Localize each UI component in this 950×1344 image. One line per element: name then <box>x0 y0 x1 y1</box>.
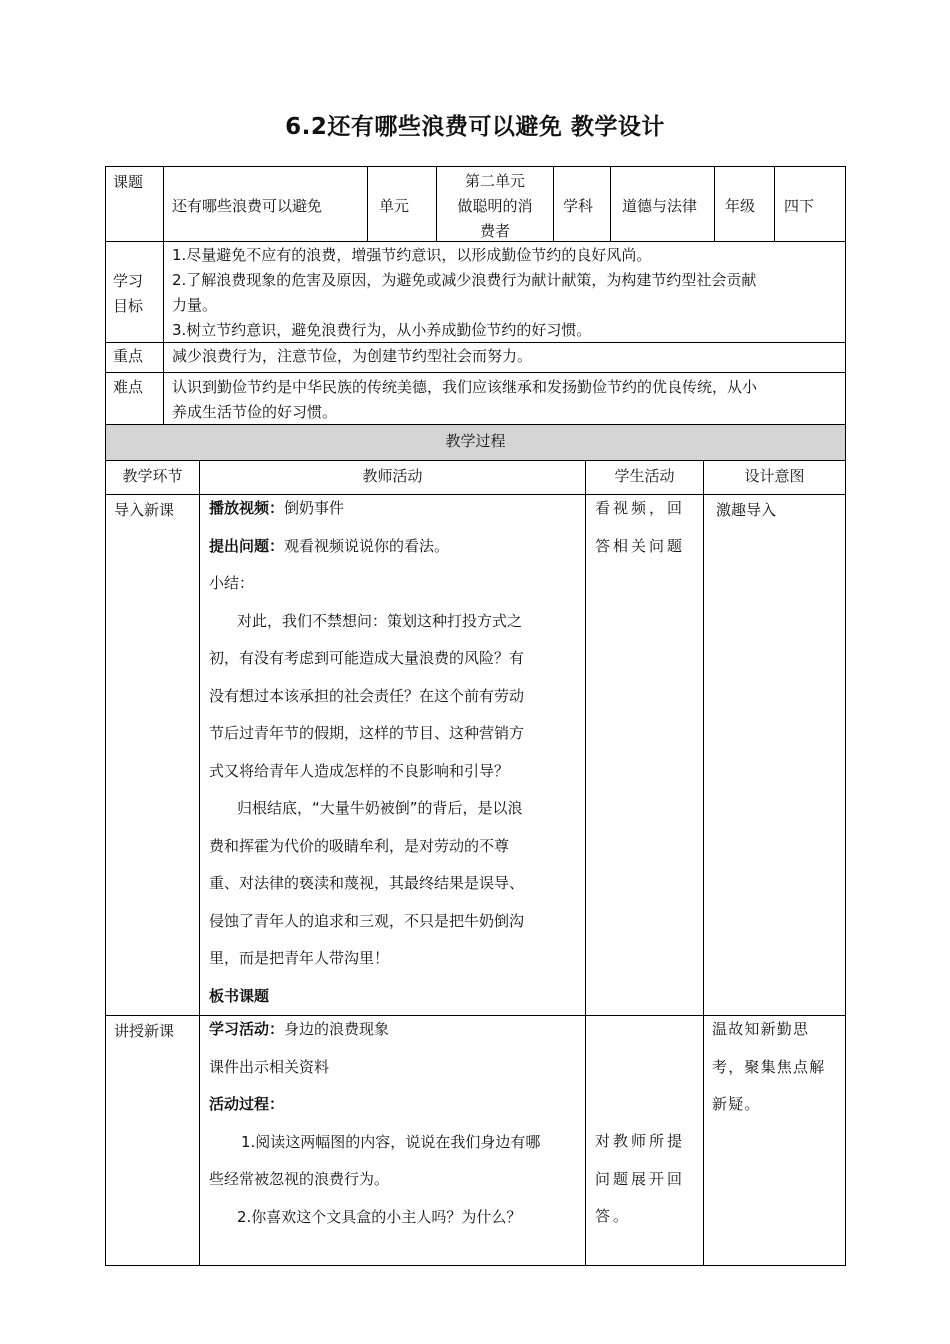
video-line <box>209 490 579 528</box>
goals-label-line: 目标 <box>113 297 144 315</box>
unit-value-line: 费者 <box>479 222 510 240</box>
table-border <box>163 166 164 425</box>
student-line: 问题展开回 <box>595 1169 686 1188</box>
q1-line: 些经常被忽视的浪费行为。 <box>209 1170 390 1188</box>
grade-value: 四下 <box>784 197 815 215</box>
student-activity-intro <box>595 490 700 565</box>
difficulty-line: 认识到勤俭节约是中华民族的传统美德，我们应该继承和发扬勤俭节约的优良传统，从小 <box>172 378 758 396</box>
difficulties-label: 难点 <box>113 378 144 396</box>
video-text: 倒奶事件 <box>284 499 345 517</box>
teacher-activity-intro <box>209 490 579 1015</box>
q2-line: 2.你喜欢这个文具盒的小主人吗？为什么？ <box>237 1207 522 1226</box>
question-label: 提出问题： <box>209 536 285 555</box>
table-border <box>585 460 586 1266</box>
student-line: 看视频，回 <box>595 499 686 517</box>
courseware: 课件出示相关资料 <box>209 1057 330 1076</box>
para1-line: 式又将给青年人造成怎样的不良影响和引导？ <box>209 761 510 780</box>
intent-teaching <box>712 1011 842 1124</box>
question-line <box>209 528 579 566</box>
para1-line: 初，有没有考虑到可能造成大量浪费的风险？有 <box>209 649 525 667</box>
student-line: 答相关问题 <box>595 536 686 555</box>
table-border <box>105 460 846 461</box>
subject-value: 道德与法律 <box>622 197 698 215</box>
board-title: 板书课题 <box>209 986 270 1005</box>
teacher-activity-teaching <box>209 1011 579 1236</box>
difficulties-text <box>172 375 844 425</box>
para1-line: 节后过青年节的假期，这样的节目、这种营销方 <box>209 724 525 742</box>
goal-line: 3.树立节约意识，避免浪费行为，从小养成勤俭节约的好习惯。 <box>172 321 592 339</box>
process-label: 活动过程： <box>209 1095 285 1113</box>
topic-label: 课题 <box>113 173 144 191</box>
para1-line: 没有想过本该承担的社会责任？在这个前有劳动 <box>209 686 525 705</box>
student-line: 答。 <box>595 1207 632 1225</box>
goal-line: 2.了解浪费现象的危害及原因，为避免或减少浪费行为献计献策，为构建节约型社会贡献 <box>172 271 757 289</box>
table-border <box>105 1265 846 1266</box>
difficulty-line: 养成生活节俭的好习惯。 <box>172 403 338 421</box>
student-activity-teaching <box>595 1123 700 1236</box>
topic-value: 还有哪些浪费可以避免 <box>172 197 323 215</box>
unit-value <box>437 169 553 244</box>
column-header-teacher: 教师活动 <box>362 467 423 485</box>
para2-line: 里，而是把青年人带沟里！ <box>209 949 390 967</box>
unit-value-line: 第二单元 <box>464 172 525 190</box>
column-header-stage: 教学环节 <box>122 467 183 485</box>
goals-label <box>113 269 143 319</box>
table-border <box>774 166 775 242</box>
intent-line: 温故知新勤思 <box>712 1020 810 1038</box>
stage-intro: 导入新课 <box>114 501 175 519</box>
unit-label: 单元 <box>379 197 410 215</box>
table-border <box>703 460 704 1266</box>
key-points-text: 减少浪费行为，注意节俭，为创建节约型社会而努力。 <box>172 347 533 365</box>
table-border <box>105 372 846 373</box>
unit-value-line: 做聪明的消 <box>457 197 533 215</box>
para1-line: 对此，我们不禁想问：策划这种打投方式之 <box>237 611 523 630</box>
column-header-student: 学生活动 <box>614 467 675 485</box>
table-border <box>553 166 554 242</box>
q1-line: 1.阅读这两幅图的内容，说说在我们身边有哪 <box>241 1132 541 1151</box>
activity-line <box>209 1011 579 1049</box>
goals-label-line: 学习 <box>113 272 144 290</box>
activity-label: 学习活动： <box>209 1020 285 1038</box>
grade-label: 年级 <box>725 197 756 215</box>
video-label: 播放视频： <box>209 499 285 517</box>
goal-line: 力量。 <box>172 296 218 314</box>
subject-label: 学科 <box>563 197 594 215</box>
intent-line: 新疑。 <box>712 1095 761 1113</box>
column-header-intent: 设计意图 <box>744 467 805 485</box>
para2-line: 归根结底，“大量牛奶被倒”的背后，是以浪 <box>237 799 523 817</box>
table-border <box>367 166 368 242</box>
table-border <box>105 166 106 1266</box>
key-points-label: 重点 <box>113 347 144 365</box>
goals-text <box>172 243 842 343</box>
summary-label: 小结： <box>209 574 255 592</box>
activity-text: 身边的浪费现象 <box>284 1020 390 1038</box>
question-text: 观看视频说说你的看法。 <box>284 536 450 555</box>
table-border <box>714 166 715 242</box>
student-line: 对教师所提 <box>595 1132 686 1150</box>
intent-line: 考，聚集焦点解 <box>712 1057 826 1076</box>
para2-line: 侵蚀了青年人的追求和三观，不只是把牛奶倒沟 <box>209 911 525 930</box>
intent-intro: 激趣导入 <box>716 501 777 519</box>
page-title: 6.2还有哪些浪费可以避免 教学设计 <box>285 114 665 140</box>
stage-teaching: 讲授新课 <box>114 1022 175 1040</box>
process-header: 教学过程 <box>445 432 506 450</box>
para2-line: 费和挥霍为代价的吸睛牟利，是对劳动的不尊 <box>209 836 510 855</box>
table-border <box>199 460 200 1266</box>
para2-line: 重、对法律的亵渎和蔑视，其最终结果是误导、 <box>209 874 525 892</box>
table-border <box>845 166 846 1266</box>
table-border <box>105 166 846 167</box>
table-border <box>610 166 611 242</box>
goal-line: 1.尽量避免不应有的浪费，增强节约意识，以形成勤俭节约的良好风尚。 <box>172 246 652 264</box>
